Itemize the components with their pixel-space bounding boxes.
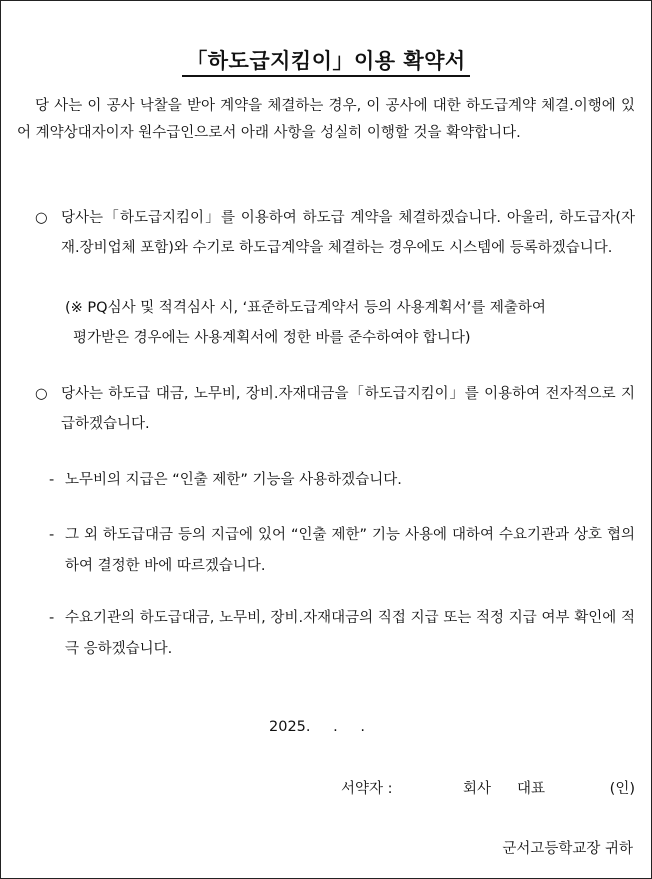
sub-item-1: [49, 465, 635, 496]
intro-paragraph: 당 사는 이 공사 낙찰을 받아 계약을 체결하는 경우, 이 공사에 대한 하도급계약 체결.이행에 있어 계약상대자이자 원수급인으로서 아래 사항을 성실히 이행할 것을 확약합니다.: [17, 98, 635, 141]
document-title: 「하도급지킴이」이용 확약서: [182, 49, 469, 77]
pledge-item-1-text: 당사는「하도급지킴이」를 이용하여 하도급 계약을 체결하겠습니다. 아울러, 하도급자(자재.장비업체 포함)와 수기로 하도급계약을 체결하는 경우에도 시스템에 등록하겠습니다.: [61, 210, 635, 256]
seal-mark: (인): [609, 781, 635, 797]
pq-note-line-2: 평가받은 경우에는 사용계획서에 정한 바를 준수하여야 합니다): [73, 330, 471, 346]
pledge-item-1: [35, 203, 635, 263]
sub-item-2-text: 그 외 하도급대금 등의 지급에 있어 “인출 제한” 기능 사용에 대하여 수요기관과 상호 협의하여 결정한 바에 따르겠습니다.: [65, 527, 635, 574]
pq-note: [65, 293, 635, 353]
dash-bullet-icon: -: [49, 472, 55, 488]
circle-bullet-icon: ○: [35, 386, 48, 402]
dash-bullet-icon: -: [49, 527, 55, 543]
pledger-label: 서약자 :: [341, 781, 393, 797]
sub-item-3-text: 수요기관의 하도급대금, 노무비, 장비.자재대금의 직접 지급 또는 적정 지급 여부 확인에 적극 응하겠습니다.: [65, 610, 635, 657]
addressee: 군서고등학교장 귀하: [502, 841, 633, 857]
date-month: .: [333, 719, 338, 735]
document-title-container: [1, 45, 651, 75]
date-day: .: [360, 719, 365, 735]
sub-item-2: [49, 520, 635, 582]
dash-bullet-icon: -: [49, 610, 55, 626]
sub-item-1-text: 노무비의 지급은 “인출 제한” 기능을 사용하겠습니다.: [65, 472, 402, 488]
company-label: 회사: [463, 781, 492, 797]
pq-note-line-1: (※ PQ심사 및 적격심사 시, ‘표준하도급계약서 등의 사용계획서’를 제출하여: [65, 300, 546, 316]
sub-item-3: [49, 603, 635, 665]
circle-bullet-icon: ○: [35, 210, 48, 226]
pledge-date: [269, 719, 383, 735]
pledge-item-2: [35, 379, 635, 439]
date-year: 2025.: [269, 719, 311, 735]
representative-label: 대표: [517, 781, 546, 797]
pledge-item-2-text: 당사는 하도급 대금, 노무비, 장비.자재대금을「하도급지킴이」를 이용하여 전자적으로 지급하겠습니다.: [61, 386, 635, 432]
